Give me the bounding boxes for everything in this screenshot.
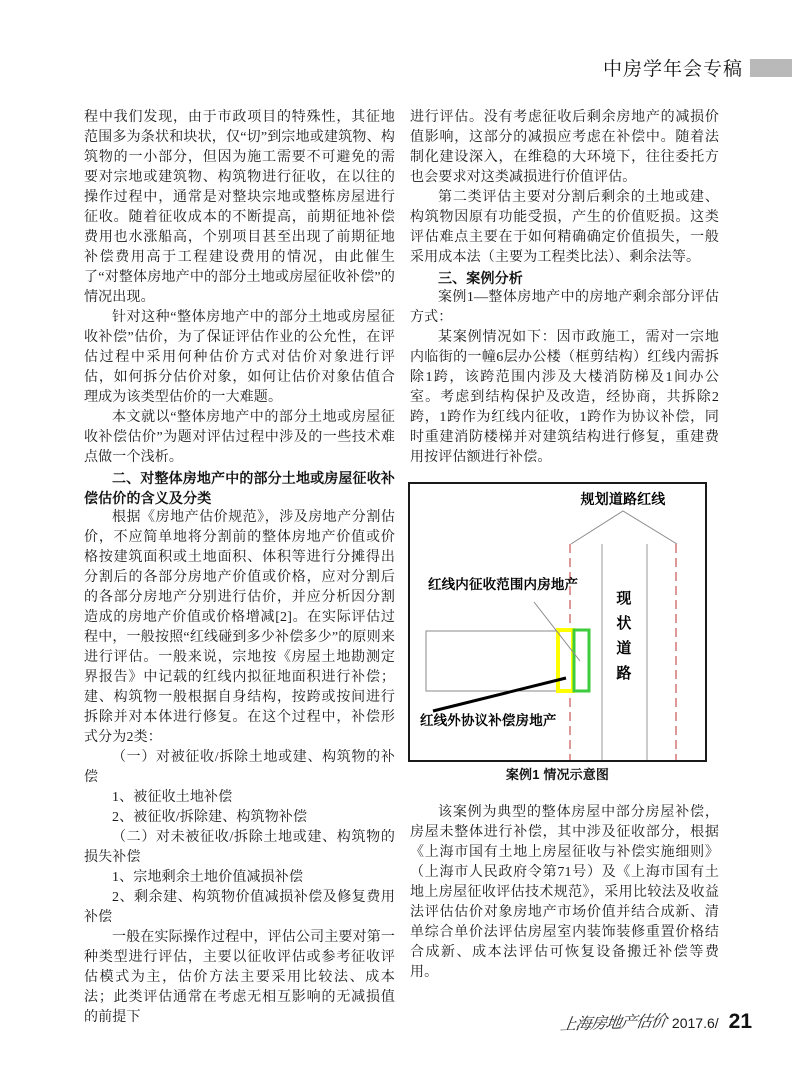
column-right bbox=[410, 108, 719, 1028]
para-left-continuation: 程中我们发现，由于市政项目的特殊性，其征地范围多为条状和块状，仅“切”到宗地或建筑物、构筑物的一小部分，但因为施工需要不可避免的需要对宗地或建筑物、构筑物进行征收，在以往的操作过程中，通常是对整块宗地或整栋房屋进行征收。随着征收成本的不断提高，前期征地补偿费用也水涨船高，个别项目甚至出现了前期征地补偿费用高于工程建设费用的情况，由此催生了“对整体房地产中的部分土地或房屋征收补偿”的情况出现。 bbox=[84, 110, 395, 305]
para-right-2: 第二类评估主要对分割后剩余的土地或建、构筑物因原有功能受损，产生的价值贬损。这类评估难点主要在于如何精确确定价值损失，一般采用成本法（主要为工程类比法）、剩余法等。 bbox=[410, 190, 719, 265]
label-outside-redline: 红线外协议补偿房地产 bbox=[420, 713, 557, 728]
road-char-2: 状 bbox=[616, 615, 632, 632]
road-char-3: 道 bbox=[616, 640, 632, 657]
para-left-4: 根据《房地产估价规范》，涉及房地产分割估价，不应简单地将分割前的整体房地产价值或价格按建筑面积或土地面积、体积等进行分摊得出分割后的各部分房地产价值或价格，应对分割后的各部分房地产分别进行估价，并应分析因分割造成的房地产价值或价格增减[2]。在实际评估过程中，一般按照“红线碰到多少补偿多少”的原则来进行评估。一般来说，宗地按《房屋土地勘测定界报告》中记载的红线内拟征地面积进行补偿；建、构筑物一般根据自身结构，按跨或按间进行拆除并对本体进行修复。在这个过程中，补偿形式分为2类： bbox=[84, 510, 395, 745]
para-left-2: 针对这种“整体房地产中的部分土地或房屋征收补偿”估价，为了保证评估作业的公允性，在评估过程中采用何种估价方式对估价对象进行评估，如何拆分估价对象，如何让估价对象估值合理成为该类型估价的一大难题。 bbox=[84, 310, 395, 405]
list-item-3: 2、被征收/拆除建、构筑物补偿 bbox=[112, 810, 308, 825]
page-header bbox=[603, 54, 792, 81]
para-left-5: 一般在实际操作过程中，评估公司主要对第一种类型进行评估，主要以征收评估或参考征收评估模式为主，估价方法主要采用比较法、成本法；此类评估通常在考虑无相互影响的无减损值的前提下 bbox=[84, 930, 395, 1025]
para-case-detail: 某案例情况如下：因市政施工，需对一宗地内临街的一幢6层办公楼（框剪结构）红线内需拆除1跨，该跨范围内涉及大楼消防梯及1间办公室。考虑到结构保护及改造，经协商，共拆除2跨，1跨作为红线内征收，1跨作为协议补偿，同时重建消防楼梯并对建筑结构进行修复，重建费用按评估额进行补偿。 bbox=[410, 330, 719, 465]
expropriation-green-rect bbox=[574, 630, 589, 691]
redline-pointer-lines bbox=[571, 511, 677, 544]
list-item-6: 2、剩余建、构筑物价值减损补偿及修复费用补偿 bbox=[84, 890, 395, 925]
column-left bbox=[84, 108, 395, 1028]
para-right-continuation: 进行评估。没有考虑征收后剩余房地产的减损价值影响，这部分的减损应考虑在补偿中。随着法制化建设深入，在维稳的大环境下，往往委托方也会要求对这类减损进行价值评估。 bbox=[410, 110, 719, 185]
page-number: 21 bbox=[728, 1010, 752, 1033]
journal-script-logo: 上海房地产估价 bbox=[559, 1013, 668, 1034]
page-footer bbox=[561, 1010, 752, 1034]
list-item-5: 1、宗地剩余土地价值减损补偿 bbox=[112, 870, 304, 885]
section-heading-2: 二、对整体房地产中的部分土地或房屋征收补偿估价的含义及分类 bbox=[84, 470, 395, 506]
case-figure bbox=[408, 482, 707, 785]
header-accent-box bbox=[750, 59, 792, 77]
figure-svg bbox=[408, 482, 707, 762]
list-item-1: （一）对被征收/拆除土地或建、构筑物的补偿 bbox=[84, 750, 395, 785]
figure-caption: 案例1 情况示意图 bbox=[505, 767, 610, 782]
list-item-2: 1、被征收土地补偿 bbox=[112, 790, 233, 805]
road-char-4: 路 bbox=[616, 665, 632, 682]
road-char-1: 现 bbox=[616, 590, 632, 607]
issue-label: 2017.6/ bbox=[671, 1015, 719, 1031]
para-left-3: 本文就以“整体房地产中的部分土地或房屋征收补偿估价”为题对评估过程中涉及的一些技术难点做一个浅析。 bbox=[84, 410, 395, 465]
section-heading-3: 三、案例分析 bbox=[438, 270, 523, 286]
para-case-intro: 案例1—整体房地产中的房地产剩余部分评估方式： bbox=[410, 290, 719, 325]
content-columns bbox=[84, 108, 719, 1028]
figure-title: 规划道路红线 bbox=[580, 491, 666, 507]
para-case-analysis: 该案例为典型的整体房屋中部分房屋补偿，房屋未整体进行补偿，其中涉及征收部分，根据《上海市国有土地上房屋征收与补偿实施细则》（上海市人民政府令第71号）及《上海市国有土地上房屋征收评估技术规范》，采用比较法及收益法评估估价对象房地产市场价值并结合成新、清单综合单价法评估房屋室内装饰装修重置价格结合成新、成本法评估可恢复设备搬迁补偿等费用。 bbox=[410, 805, 719, 980]
header-title: 中房学年会专稿 bbox=[602, 59, 743, 80]
label-inside-redline: 红线内征收范围内房地产 bbox=[428, 577, 579, 592]
list-item-4: （二）对未被征收/拆除土地或建、构筑物的损失补偿 bbox=[84, 830, 395, 865]
